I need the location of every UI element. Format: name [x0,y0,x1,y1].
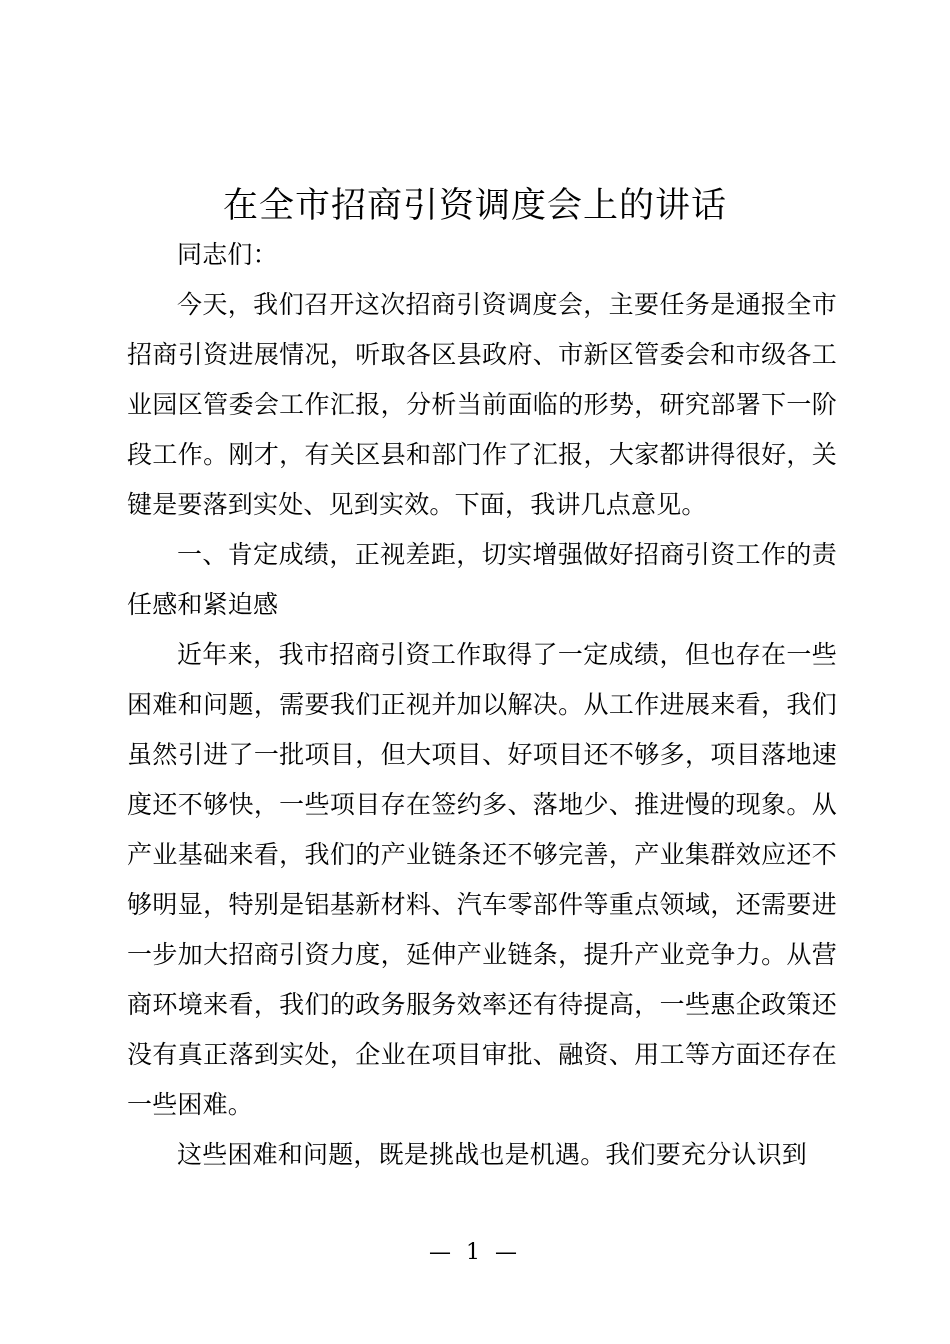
section-heading-1: 一、肯定成绩，正视差距，切实增强做好招商引资工作的责任感和紧迫感 [127,540,837,619]
salutation: 同志们： [177,240,278,269]
document-title: 在全市招商引资调度会上的讲话 [222,186,727,226]
paragraph-achievements: 近年来，我市招商引资工作取得了一定成绩，但也存在一些困难和问题，需要我们正视并加以解决。从工作进展来看，我们虽然引进了一批项目，但大项目、好项目还不够多，项目落地速度还不够快，一些项目存在签约多、落地少、推进慢的现象。从产业基础来看，我们的产业链条还不够完善，产业集群效应还不够明显，特别是铝基新材料、汽车零部件等重点领域，还需要进一步加大招商引资力度，延伸产业链条，提升产业竞争力。从营商环境来看，我们的政务服务效率还有待提高，一些惠企政策还没有真正落到实处，企业在项目审批、融资、用工等方面还存在一些困难。 [127,640,837,1119]
document-body [127,230,837,1180]
paragraph-challenges: 这些困难和问题，既是挑战也是机遇。我们要充分认识到 [177,1140,808,1169]
page-number: — 1 — [429,1240,521,1265]
paragraph-intro: 今天，我们召开这次招商引资调度会，主要任务是通报全市招商引资进展情况，听取各区县政府、市新区管委会和市级各工业园区管委会工作汇报，分析当前面临的形势，研究部署下一阶段工作。刚才，有关区县和部门作了汇报，大家都讲得很好，关键是要落到实处、见到实效。下面，我讲几点意见。 [127,290,837,519]
